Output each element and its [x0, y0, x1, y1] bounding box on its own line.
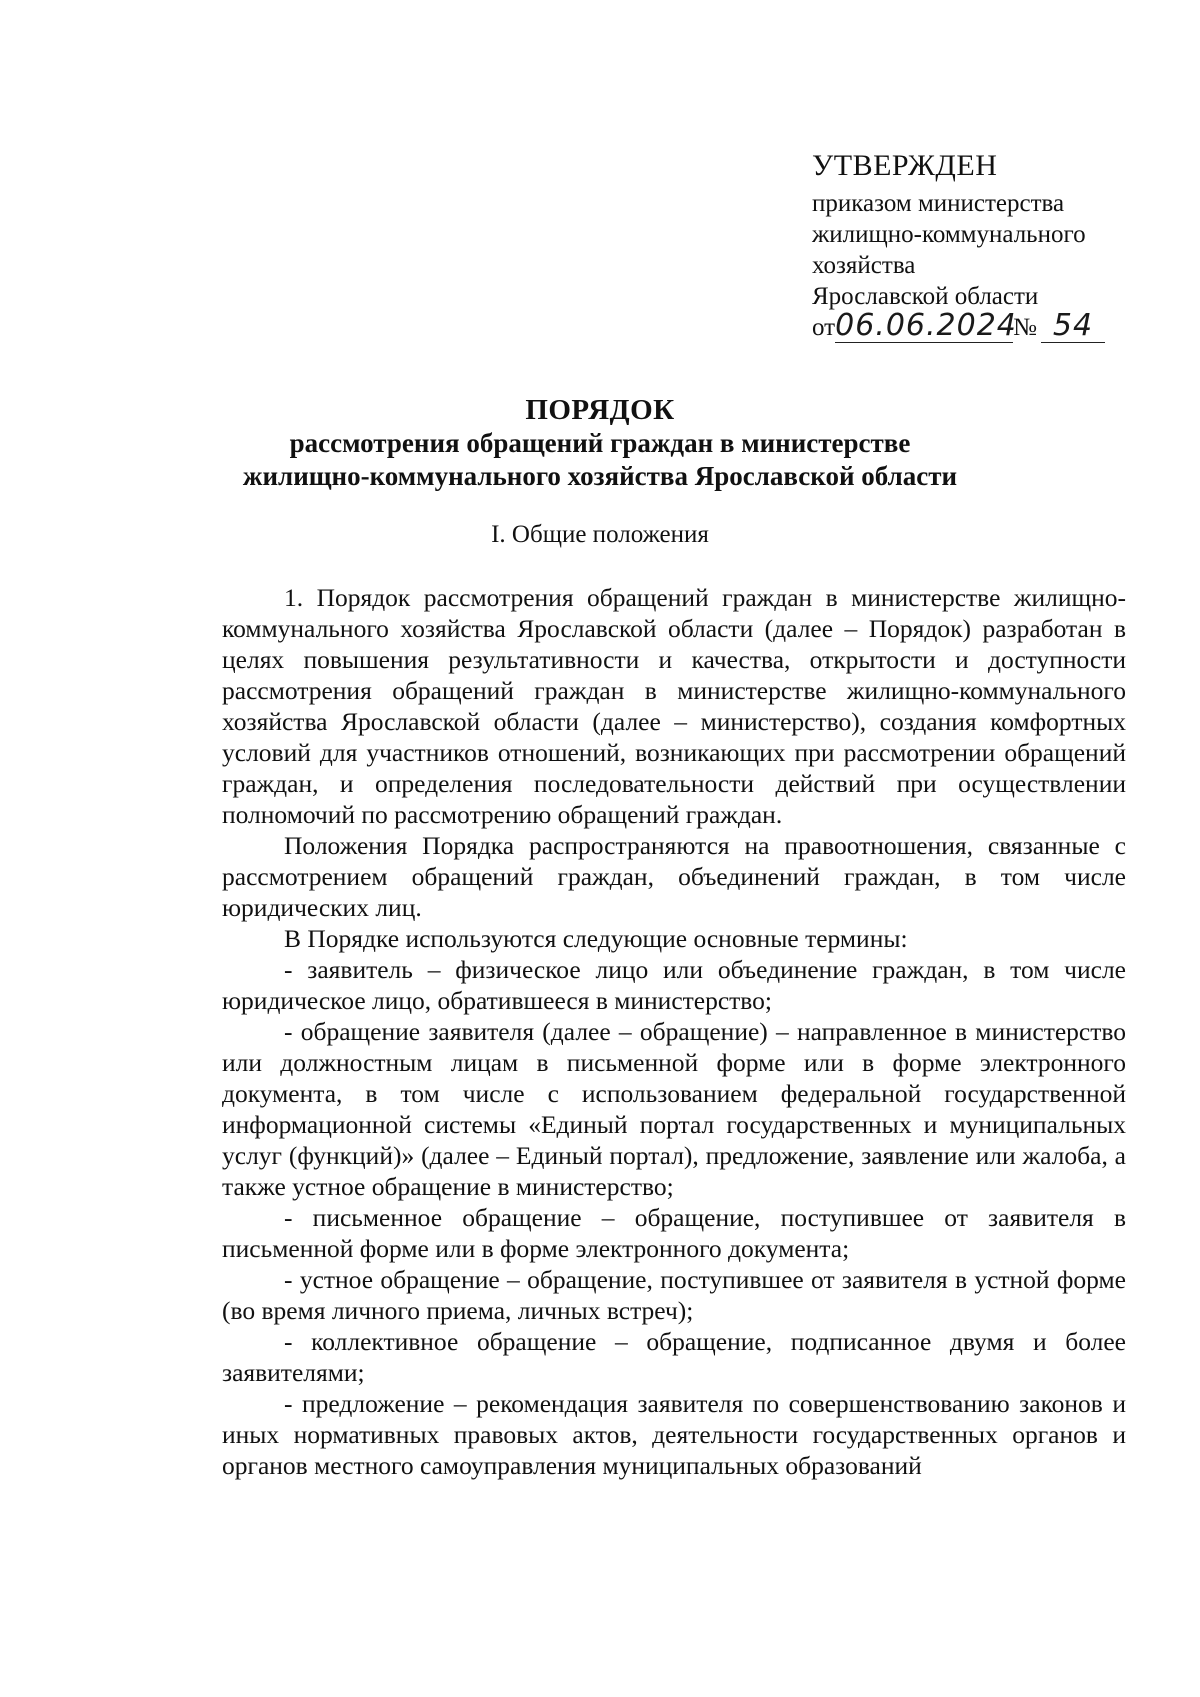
- paragraph: - предложение – рекомендация заявителя по совершенствованию законов и иных нормативных правовых актов, деятельности государственных органов и органов местного самоуправления муниципальных образований: [222, 1389, 1126, 1480]
- title-subtitle-2: жилищно-коммунального хозяйства Ярославской области: [242, 461, 958, 491]
- paragraph: 1. Порядок рассмотрения обращений граждан в министерстве жилищно-коммунального хозяйства Ярославской области (далее – Порядок) разработан в целях повышения результативности и качества, открытости и доступности рассмотрения обращений граждан в министерстве жилищно-коммунального хозяйства Ярославской области (далее – министерство), создания комфортных условий для участников отношений, возникающих при рассмотрении обращений граждан, и определения последовательности действий при осуществлении полномочий по рассмотрению обращений граждан.: [222, 583, 1126, 829]
- section-heading: I. Общие положения: [491, 521, 709, 548]
- paragraph: В Порядке используются следующие основные термины:: [284, 924, 908, 953]
- document-title: [0, 394, 1200, 493]
- paragraph: - коллективное обращение – обращение, подписанное двумя и более заявителями;: [222, 1327, 1126, 1387]
- title-subtitle-1: рассмотрения обращений граждан в министерстве: [289, 428, 911, 458]
- title-main: ПОРЯДОК: [525, 394, 675, 426]
- number-prefix: №: [1013, 314, 1037, 341]
- paragraph: - устное обращение – обращение, поступившее от заявителя в устной форме (во время личного приема, личных встреч);: [222, 1265, 1126, 1325]
- handwritten-number: 54: [1052, 308, 1094, 343]
- approval-date-line: [812, 308, 1132, 346]
- approval-block: [812, 146, 1132, 346]
- approval-line-2: жилищно-коммунального: [812, 221, 1086, 248]
- approval-line-4: Ярославской области: [812, 283, 1039, 310]
- paragraph: - заявитель – физическое лицо или объединение граждан, в том числе юридическое лицо, обратившееся в министерство;: [222, 955, 1126, 1015]
- approval-line-3: хозяйства: [812, 252, 916, 279]
- date-field: [835, 308, 1017, 343]
- paragraph: - обращение заявителя (далее – обращение) – направленное в министерство или должностным лицам в письменной форме или в форме электронного документа, в том числе с использованием федеральной государственной информационной системы «Единый портал государственных и муниципальных услуг (функций)» (далее – Единый портал), предложение, заявление или жалоба, а также устное обращение в министерство;: [222, 1017, 1126, 1201]
- paragraph: Положения Порядка распространяются на правоотношения, связанные с рассмотрением обращений граждан, объединений граждан, в том числе юридических лиц.: [222, 831, 1126, 922]
- approval-title: УТВЕРЖДЕН: [812, 149, 998, 182]
- date-prefix: от: [812, 314, 836, 341]
- handwritten-date: 06.06.2024: [835, 308, 1017, 343]
- document-body: [222, 582, 1126, 1481]
- paragraph: - письменное обращение – обращение, поступившее от заявителя в письменной форме или в форме электронного документа;: [222, 1203, 1126, 1263]
- number-field: [1041, 308, 1105, 343]
- approval-line-1: приказом министерства: [812, 190, 1065, 217]
